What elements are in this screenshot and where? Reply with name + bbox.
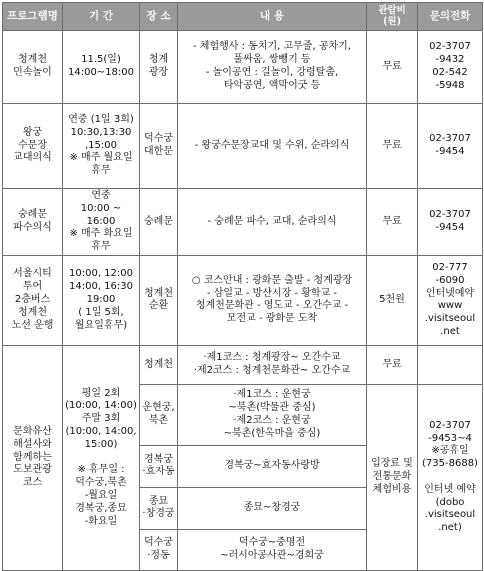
program-name: 왕궁 수문장 교대의식 (3, 104, 63, 189)
content-cell: 경복궁~효자동사랑방 (178, 445, 367, 487)
period-cell: 10:00, 12:00 14:00, 16:30 19:00 ( 1일 5회, 월요일휴무) (63, 255, 140, 345)
fee-cell: 무료 (367, 31, 418, 104)
fee-cell: 5천원 (367, 255, 418, 345)
program-name: 숭례문 파수의식 (3, 189, 63, 256)
contact-cell (418, 345, 483, 384)
content-cell: ·제1코스 : 청계광장~ 오간수교 ·제2코스 : 청계천문화관~ 오간수교 (178, 345, 367, 384)
program-name: 청계천 민속놀이 (3, 31, 63, 104)
fee-cell: 무료 (367, 189, 418, 256)
contact-cell: 02-3707 -9432 02-542 -5948 (418, 31, 483, 104)
content-cell: - 왕궁수문장교대 및 수위, 순라의식 (178, 104, 367, 189)
content-cell: 덕수궁~중명전 ~러시아공사관~경희궁 (178, 529, 367, 570)
fee-cell: 무료 (367, 104, 418, 189)
content-cell: ○ 코스안내 : 광화문 출발 - 청계광장 - 삼일교 - 방산시장 - 황학교 - 청계천문화관 - 영도교 - 오간수교 - 모전교 - 광화문 도착 (178, 255, 367, 345)
place-cell: 덕수궁 ·정동 (140, 529, 178, 570)
table-row (3, 255, 483, 345)
content-cell: - 체험행사 : 동치기, 고무줄, 공차기, 풀싸움, 쌍뺑기 등 - 놀이공연 : 길놀이, 강령탈춤, 타악공연, 액막이굿 등 (178, 31, 367, 104)
header-fee: 관람비 (원) (367, 3, 418, 31)
contact-cell: 02-777 -6090 인터넷예약 www .visitseoul .net (418, 255, 483, 345)
program-name: 문화유산 해설사와 함께하는 도보관광 코스 (3, 345, 63, 570)
table-row (3, 104, 483, 189)
fee-cell: 무료 (367, 345, 418, 384)
place-cell: 청계천 (140, 345, 178, 384)
place-cell: 운현궁, 북촌 (140, 384, 178, 445)
header-program: 프로그램명 (3, 3, 63, 31)
header-row (3, 3, 483, 31)
table-row (3, 345, 483, 384)
content-cell: - 숭례문 파수, 교대, 순라의식 (178, 189, 367, 256)
contact-cell: 02-3707 -9454 (418, 189, 483, 256)
schedule-table-wrapper (2, 2, 482, 568)
contact-cell: 02-3707 -9454 (418, 104, 483, 189)
period-cell: 평일 2회 (10:00, 14:00) 주말 3회 (10:00, 14:00, 15:00) ※ 휴무일 : 덕수궁,북촌 -월요일 경복궁,종묘 -화요일 (63, 345, 140, 570)
contact-cell: 02-3707 -9453~4 ※공휴일 (735-8688) 인터넷 예약 (dobo .visitseoul .net) (418, 384, 483, 570)
period-cell: 연중 (1일 3회) 10:30,13:30 ,15:00 ※ 매주 월요일 휴무 (63, 104, 140, 189)
place-cell: 종묘 ·창경궁 (140, 487, 178, 529)
place-cell: 청계천 순환 (140, 255, 178, 345)
header-place: 장 소 (140, 3, 178, 31)
header-content: 내 용 (178, 3, 367, 31)
table-row (3, 189, 483, 256)
place-cell: 경복궁 ·효자동 (140, 445, 178, 487)
period-cell: 11.5(일) 14:00~18:00 (63, 31, 140, 104)
fee-cell: 입장료 및 전통문화 체험비용 (367, 384, 418, 570)
table-row (3, 31, 483, 104)
header-contact: 문의전화 (418, 3, 483, 31)
place-cell: 숭례문 (140, 189, 178, 256)
place-cell: 청계 광장 (140, 31, 178, 104)
content-cell: ·제1코스 : 운현궁 ~북촌(박물관 중심) ·제2코스 : 운현궁 ~북촌(한옥마을 중심) (178, 384, 367, 445)
header-period: 기 간 (63, 3, 140, 31)
content-cell: 종묘~창경궁 (178, 487, 367, 529)
event-schedule-table (2, 2, 483, 571)
place-cell: 덕수궁 대한문 (140, 104, 178, 189)
program-name: 서울시티 투어 2층버스 청계천 노선 운행 (3, 255, 63, 345)
period-cell: 연중 10:00 ~ 16:00 ※ 매주 화요일 휴무 (63, 189, 140, 256)
